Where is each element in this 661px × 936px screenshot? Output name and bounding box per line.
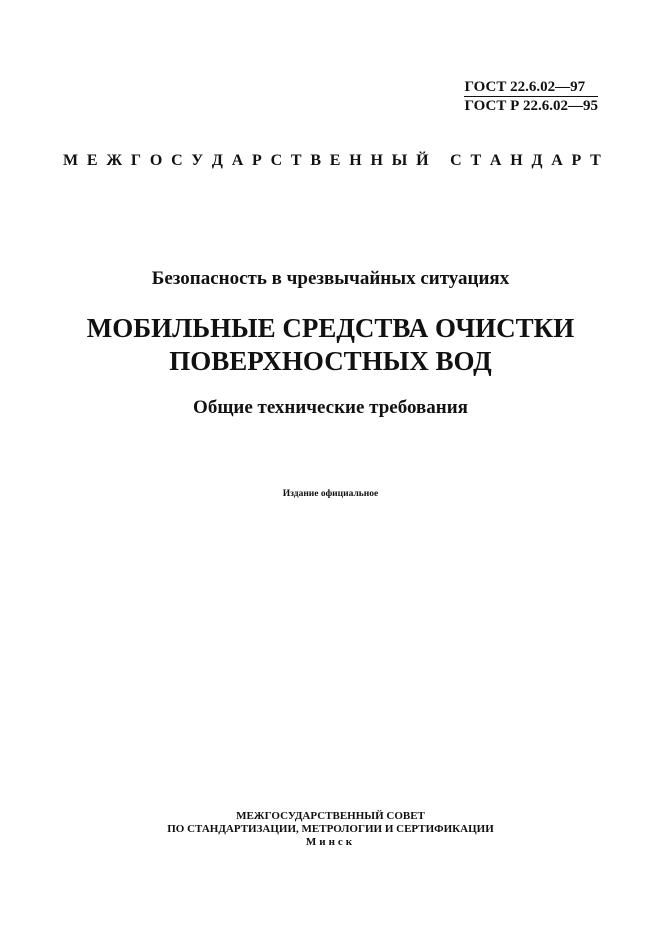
document-title-line: ПОВЕРХНОСТНЫХ ВОД (169, 346, 492, 376)
standard-type-letter: Т (590, 152, 601, 169)
series-title: Безопасность в чрезвычайных ситуациях (151, 268, 510, 289)
standard-type-heading (63, 152, 601, 170)
standard-type-letter: Е (329, 152, 341, 169)
publisher-line: МЕЖГОСУДАРСТВЕННЫЙ СОВЕТ (236, 810, 425, 822)
standard-type-letter: О (149, 152, 163, 169)
document-subtitle: Общие технические требования (193, 397, 468, 418)
standard-type-letter: Ы (391, 152, 408, 169)
standard-type-letter: М (63, 152, 79, 169)
standard-type-letter: С (171, 152, 183, 169)
gost-designation (464, 78, 598, 115)
standard-type-letter: Г (130, 152, 142, 169)
standard-type-letter: Р (252, 152, 262, 169)
standard-type-letter: А (551, 152, 563, 169)
standard-type-letter: Т (290, 152, 302, 169)
document-title-line: МОБИЛЬНЫЕ СРЕДСТВА ОЧИСТКИ (86, 313, 575, 343)
standard-type-letter: С (270, 152, 283, 169)
publisher-block (0, 810, 661, 849)
standard-type-letter: Е (86, 152, 98, 169)
standard-type-space (437, 152, 441, 170)
standard-type-letter: А (231, 152, 244, 169)
standard-type-letter: Д (531, 152, 543, 169)
standard-type-letter: Р (571, 152, 582, 169)
standard-type-letter: Ж (106, 152, 123, 169)
publisher-line: ПО СТАНДАРТИЗАЦИИ, МЕТРОЛОГИИ И СЕРТИФИКАЦИИ (167, 823, 494, 835)
standard-type-letter: Н (370, 152, 383, 169)
standard-type-letter: Н (349, 152, 362, 169)
standard-type-letter: В (310, 152, 322, 169)
standard-type-letter: Д (211, 152, 223, 169)
edition-note: Издание официальное (282, 489, 379, 499)
gost-number-interstate: ГОСТ 22.6.02—97 (464, 78, 598, 97)
standard-type-letter: Т (470, 152, 482, 169)
standard-type-letter: С (450, 152, 462, 169)
standard-type-letter: Н (510, 152, 523, 169)
standard-type-letter: А (489, 152, 502, 169)
publisher-city: Минск (305, 836, 356, 848)
document-title (0, 312, 661, 378)
standard-type-letter: Й (416, 152, 429, 169)
standard-type-letter: У (191, 152, 204, 169)
gost-number-national: ГОСТ Р 22.6.02—95 (464, 98, 598, 114)
